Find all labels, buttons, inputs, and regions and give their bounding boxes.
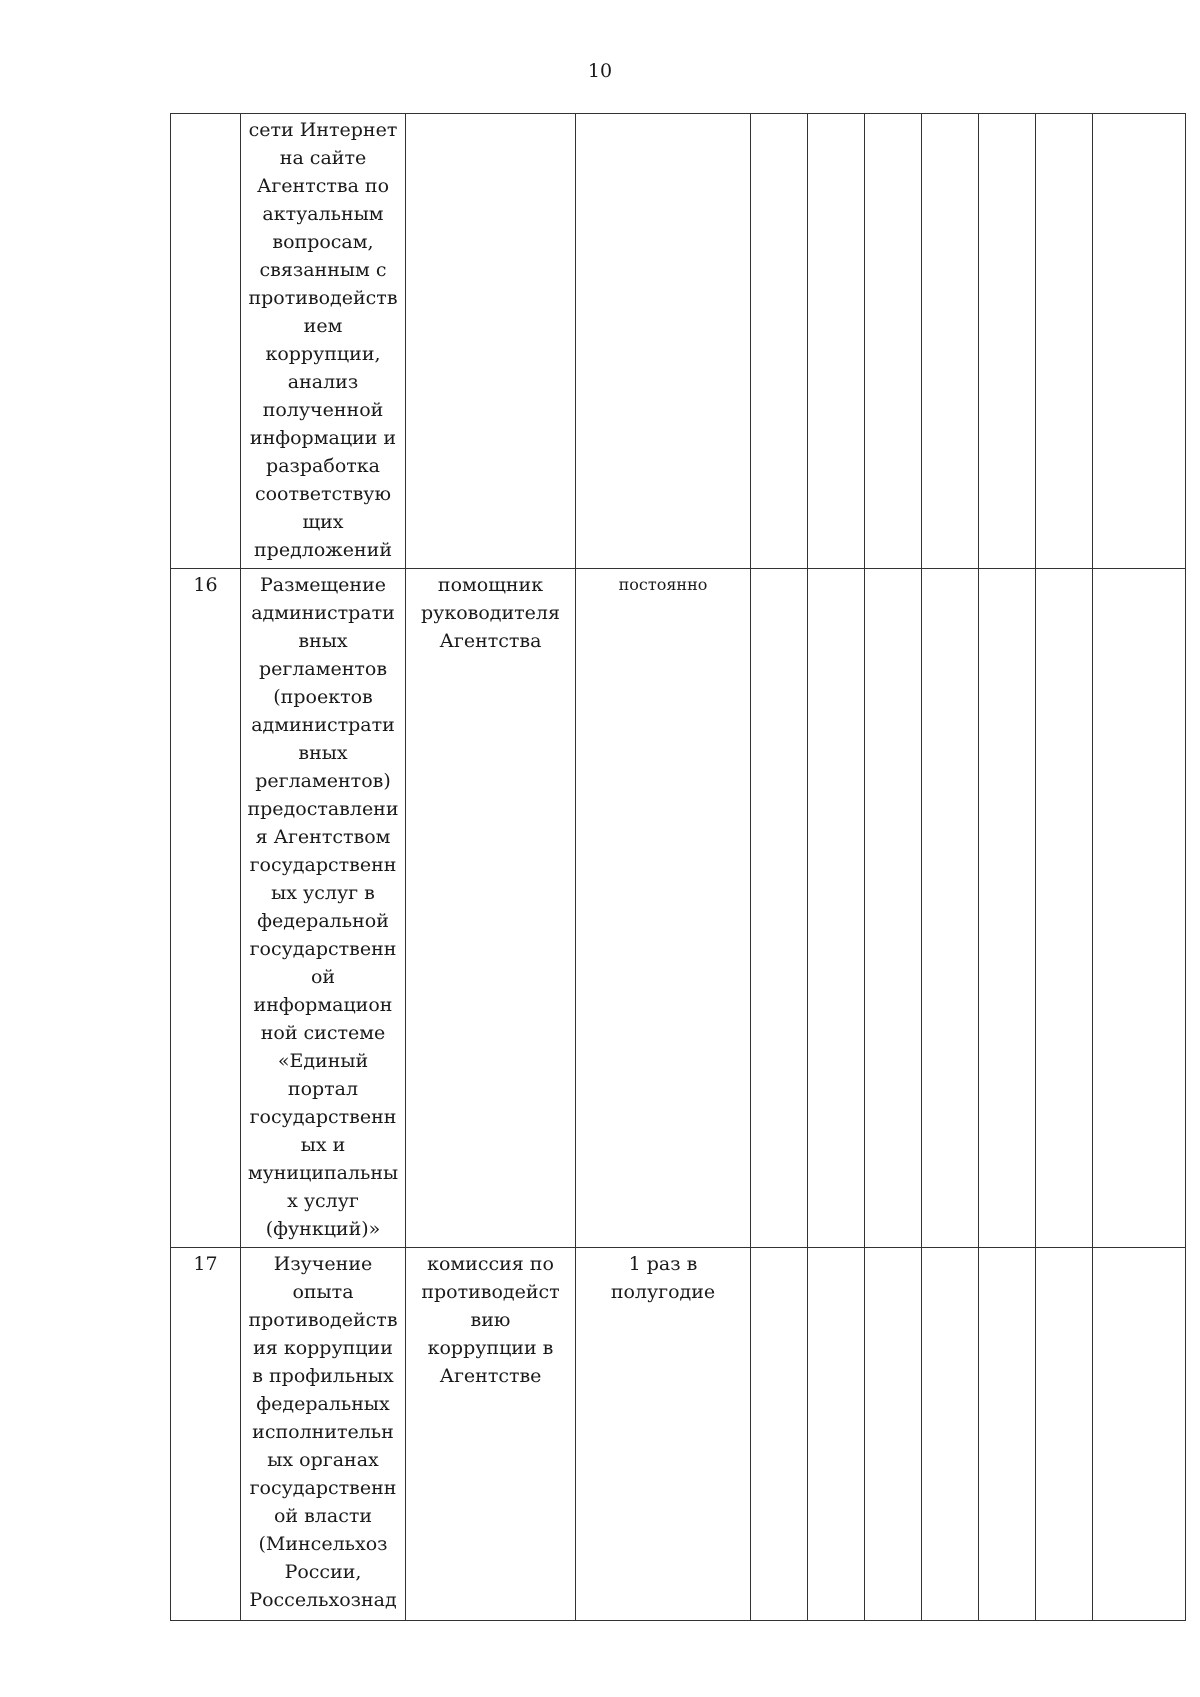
empty-cell	[808, 114, 865, 569]
term-cell	[576, 114, 751, 569]
table-row	[171, 569, 1186, 1248]
empty-cell	[751, 114, 808, 569]
executor-cell: комиссия по противодейст вию коррупции в Агентстве	[406, 1248, 576, 1621]
empty-cell	[808, 569, 865, 1248]
table-row	[171, 1248, 1186, 1621]
empty-cell	[1036, 114, 1093, 569]
action-cell: сети Интернет на сайте Агентства по актуальным вопросам, связанным с противодейств ием коррупции, анализ полученной информации и разработка соответствую щих предложений	[241, 114, 406, 569]
empty-cell	[922, 114, 979, 569]
empty-cell	[751, 569, 808, 1248]
action-cell: Размещение администрати вных регламентов (проектов администрати вных регламентов) предоставлени я Агентством государственн ых услуг в федеральной государственн ой информацион ной системе «Единый портал государственн ых и муниципальны х услуг (функций)»	[241, 569, 406, 1248]
empty-cell	[979, 1248, 1036, 1621]
row-number-cell	[171, 114, 241, 569]
empty-cell	[1093, 569, 1186, 1248]
empty-cell	[808, 1248, 865, 1621]
empty-cell	[751, 1248, 808, 1621]
empty-cell	[979, 114, 1036, 569]
executor-cell	[406, 114, 576, 569]
empty-cell	[1036, 569, 1093, 1248]
executor-cell: помощник руководителя Агентства	[406, 569, 576, 1248]
anticorruption-plan-table	[170, 113, 1186, 1621]
term-cell: 1 раз в полугодие	[576, 1248, 751, 1621]
page-number: 10	[587, 60, 613, 82]
empty-cell	[922, 569, 979, 1248]
empty-cell	[865, 569, 922, 1248]
empty-cell	[1036, 1248, 1093, 1621]
term-cell: постоянно	[576, 569, 751, 1248]
empty-cell	[979, 569, 1036, 1248]
empty-cell	[865, 1248, 922, 1621]
empty-cell	[1093, 1248, 1186, 1621]
empty-cell	[865, 114, 922, 569]
table-row	[171, 114, 1186, 569]
action-cell: Изучение опыта противодейств ия коррупции в профильных федеральных исполнительн ых органах государственн ой власти (Минсельхоз России, Россельхознад	[241, 1248, 406, 1621]
row-number-cell: 16	[171, 569, 241, 1248]
empty-cell	[1093, 114, 1186, 569]
row-number-cell: 17	[171, 1248, 241, 1621]
empty-cell	[922, 1248, 979, 1621]
